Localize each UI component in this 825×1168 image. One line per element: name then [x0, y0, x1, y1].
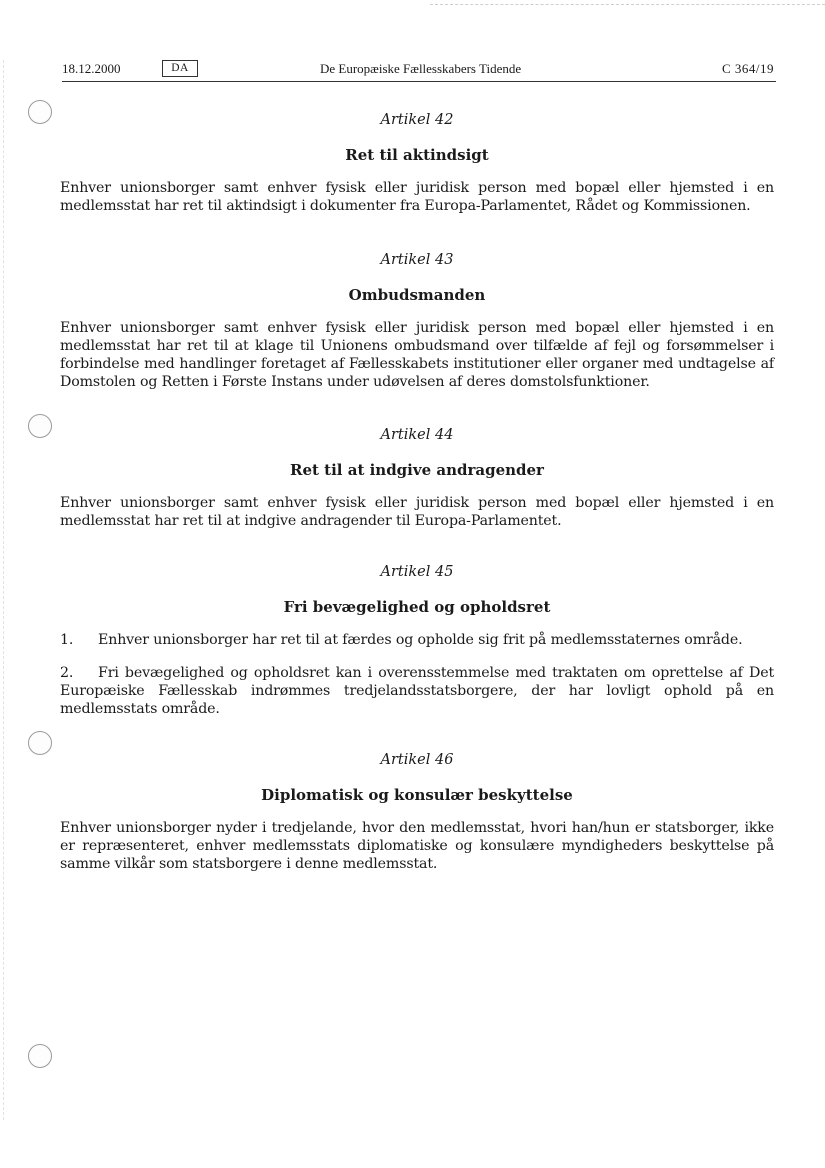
article-number: Artikel 42: [380, 112, 454, 128]
article-number: Artikel 43: [380, 252, 454, 268]
journal-title: De Europæiske Fællesskabers Tidende: [320, 61, 522, 76]
article-title: Fri bevægelighed og opholdsret: [283, 598, 551, 616]
publication-date: 18.12.2000: [62, 61, 121, 76]
article-paragraph: Enhver unionsborger samt enhver fysisk eller juridisk person med bopæl eller hjemsted i en medlemsstat har ret til aktindsigt i dokumenter fra Europa-Parlamentet, Rådet og Kommissionen.: [60, 180, 774, 214]
article-title: Diplomatisk og konsulær beskyttelse: [261, 786, 573, 804]
article-number: Artikel 46: [380, 752, 454, 768]
article-paragraph: Enhver unionsborger nyder i tredjelande, hvor den medlemsstat, hvori han/hun er statsborger, ikke er repræsenteret, enhver medlemsstats diplomatiske og konsulære myndigheders beskyttelse på samme vilkår som statsborgere i denne medlemsstat.: [60, 820, 774, 872]
punch-hole-icon: [28, 731, 52, 755]
punch-hole-icon: [28, 100, 52, 124]
article-title: Ret til at indgive andragender: [290, 461, 544, 479]
page-header: [62, 58, 776, 80]
paragraph-text: Fri bevægelighed og opholdsret kan i overensstemmelse med traktaten om oprettelse af Det Europæiske Fællesskab indrømmes tredjelandsstatsborgere, der har lovligt ophold på en medlemsstats område.: [60, 665, 774, 717]
article-paragraph: Enhver unionsborger samt enhver fysisk eller juridisk person med bopæl eller hjemsted i en medlemsstat har ret til at klage til Unionens ombudsmand over tilfælde af fejl og forsømmelser i forbindelse med handlinger foretaget af Fællesskabets institutioner eller organer med undtagelse af Domstolen og Retten i Første Instans under udøvelsen af deres domstolsfunktioner.: [60, 320, 774, 390]
article-title: Ombudsmanden: [348, 286, 486, 304]
article-43: [60, 248, 774, 391]
punch-hole-icon: [28, 414, 52, 438]
article-45: [60, 560, 774, 718]
numbered-paragraph: [60, 664, 774, 718]
scan-edge-line-left: [3, 60, 4, 1120]
article-number: Artikel 44: [380, 427, 454, 443]
document-body: [60, 108, 774, 873]
paragraph-number: 2.: [60, 665, 74, 681]
paragraph-number: 1.: [60, 632, 74, 648]
paragraph-text: Enhver unionsborger har ret til at færdes og opholde sig frit på medlemsstaternes område.: [98, 632, 743, 648]
language-code-badge: DA: [162, 60, 198, 77]
punch-hole-icon: [28, 1044, 52, 1068]
article-number: Artikel 45: [380, 564, 454, 580]
numbered-paragraph: [60, 631, 774, 649]
page-reference: C 364/19: [721, 61, 774, 76]
article-42: [60, 108, 774, 215]
article-44: [60, 423, 774, 530]
article-title: Ret til aktindsigt: [345, 146, 489, 164]
scan-edge-line: [430, 4, 825, 5]
article-paragraph: Enhver unionsborger samt enhver fysisk eller juridisk person med bopæl eller hjemsted i en medlemsstat har ret til at indgive andragender til Europa-Parlamentet.: [60, 495, 774, 529]
header-divider: [62, 81, 776, 82]
article-46: [60, 748, 774, 873]
